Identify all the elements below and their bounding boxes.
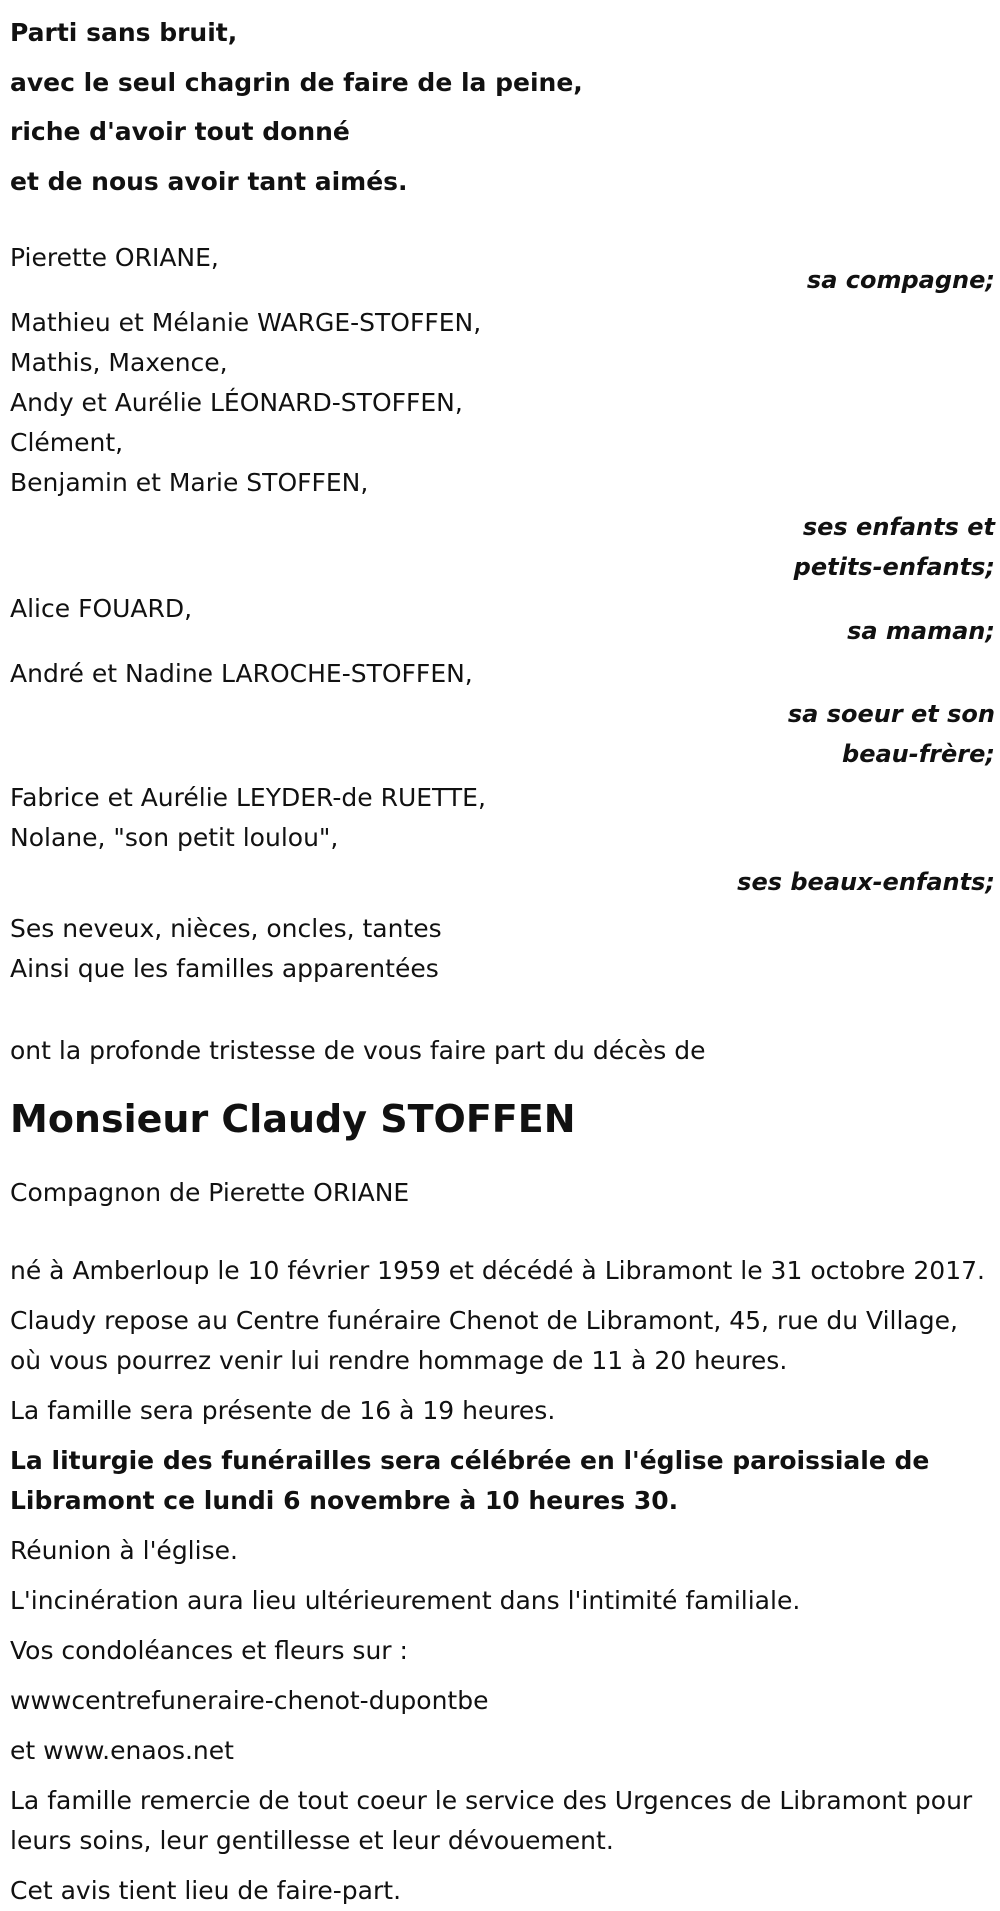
poem-line: avec le seul chagrin de faire de la peine, xyxy=(10,67,583,97)
family-role-line: beau-frère; xyxy=(842,740,995,768)
family-name: Benjamin et Marie STOFFEN, xyxy=(10,468,369,497)
family-role xyxy=(10,694,995,774)
family-name: Fabrice et Aurélie LEYDER-de RUETTE, xyxy=(10,783,486,812)
family-name: Alice FOUARD, xyxy=(10,594,193,623)
poem-line: et de nous avoir tant aimés. xyxy=(10,166,408,196)
family-name: Nolane, "son petit loulou", xyxy=(10,823,339,852)
notice-text: Cet avis tient lieu de faire-part. xyxy=(10,1876,402,1905)
family-role xyxy=(10,507,995,587)
repose-text: Claudy repose au Centre funéraire Chenot de Libramont, 45, rue du Village, où vous pourrez venir lui rendre hommage de 11 à 20 heures. xyxy=(10,1306,958,1375)
poem-line: Parti sans bruit, xyxy=(10,18,238,47)
announcement-text: ont la profonde tristesse de vous faire part du décès de xyxy=(10,1036,706,1065)
companion-line: Compagnon de Pierette ORIANE xyxy=(10,1178,410,1207)
family-group-companion xyxy=(10,238,995,278)
family-name: Mathis, Maxence, xyxy=(10,348,228,377)
poem-line: riche d'avoir tout donné xyxy=(10,117,350,146)
website-link[interactable]: wwwcentrefuneraire-chenot-dupontbe xyxy=(10,1686,489,1715)
presence-text: La famille sera présente de 16 à 19 heures. xyxy=(10,1396,556,1425)
family-role-line: petits-enfants; xyxy=(793,553,995,581)
obituary-page xyxy=(10,8,995,1911)
family-name: André et Nadine LAROCHE-STOFFEN, xyxy=(10,659,473,688)
condolences-text: Vos condoléances et fleurs sur : xyxy=(10,1636,408,1665)
family-role: ses beaux-enfants; xyxy=(737,868,995,896)
family-name: Mathieu et Mélanie WARGE-STOFFEN, xyxy=(10,308,482,337)
family-group-sister xyxy=(10,654,995,694)
website-link[interactable]: et www.enaos.net xyxy=(10,1736,234,1765)
family-name: Ainsi que les familles apparentées xyxy=(10,954,439,983)
family-name: Andy et Aurélie LÉONARD-STOFFEN, xyxy=(10,388,463,417)
family-role: sa compagne; xyxy=(806,266,995,294)
liturgy-text: La liturgie des funérailles sera célébrée en l'église paroissiale de Libramont ce lundi 6 novembre à 10 heures 30. xyxy=(10,1446,930,1515)
deceased-name: Monsieur Claudy STOFFEN xyxy=(10,1097,576,1141)
family-name: Ses neveux, nièces, oncles, tantes xyxy=(10,914,442,943)
family-role-line: ses enfants et xyxy=(802,513,995,541)
family-group-mother xyxy=(10,589,995,629)
family-group-children xyxy=(10,303,995,503)
family-name: Clément, xyxy=(10,428,124,457)
family-group-stepchildren xyxy=(10,778,995,858)
family-role: sa maman; xyxy=(847,617,995,645)
reunion-text: Réunion à l'église. xyxy=(10,1536,238,1565)
birth-death-text: né à Amberloup le 10 février 1959 et décédé à Libramont le 31 octobre 2017. xyxy=(10,1256,985,1285)
family-role-line: sa soeur et son xyxy=(787,700,995,728)
family-name: Pierette ORIANE, xyxy=(10,243,219,272)
incineration-text: L'incinération aura lieu ultérieurement dans l'intimité familiale. xyxy=(10,1586,801,1615)
thanks-text: La famille remercie de tout coeur le service des Urgences de Libramont pour leurs soins, leur gentillesse et leur dévouement. xyxy=(10,1786,973,1855)
family-group-extended xyxy=(10,909,995,989)
poem xyxy=(10,8,995,206)
